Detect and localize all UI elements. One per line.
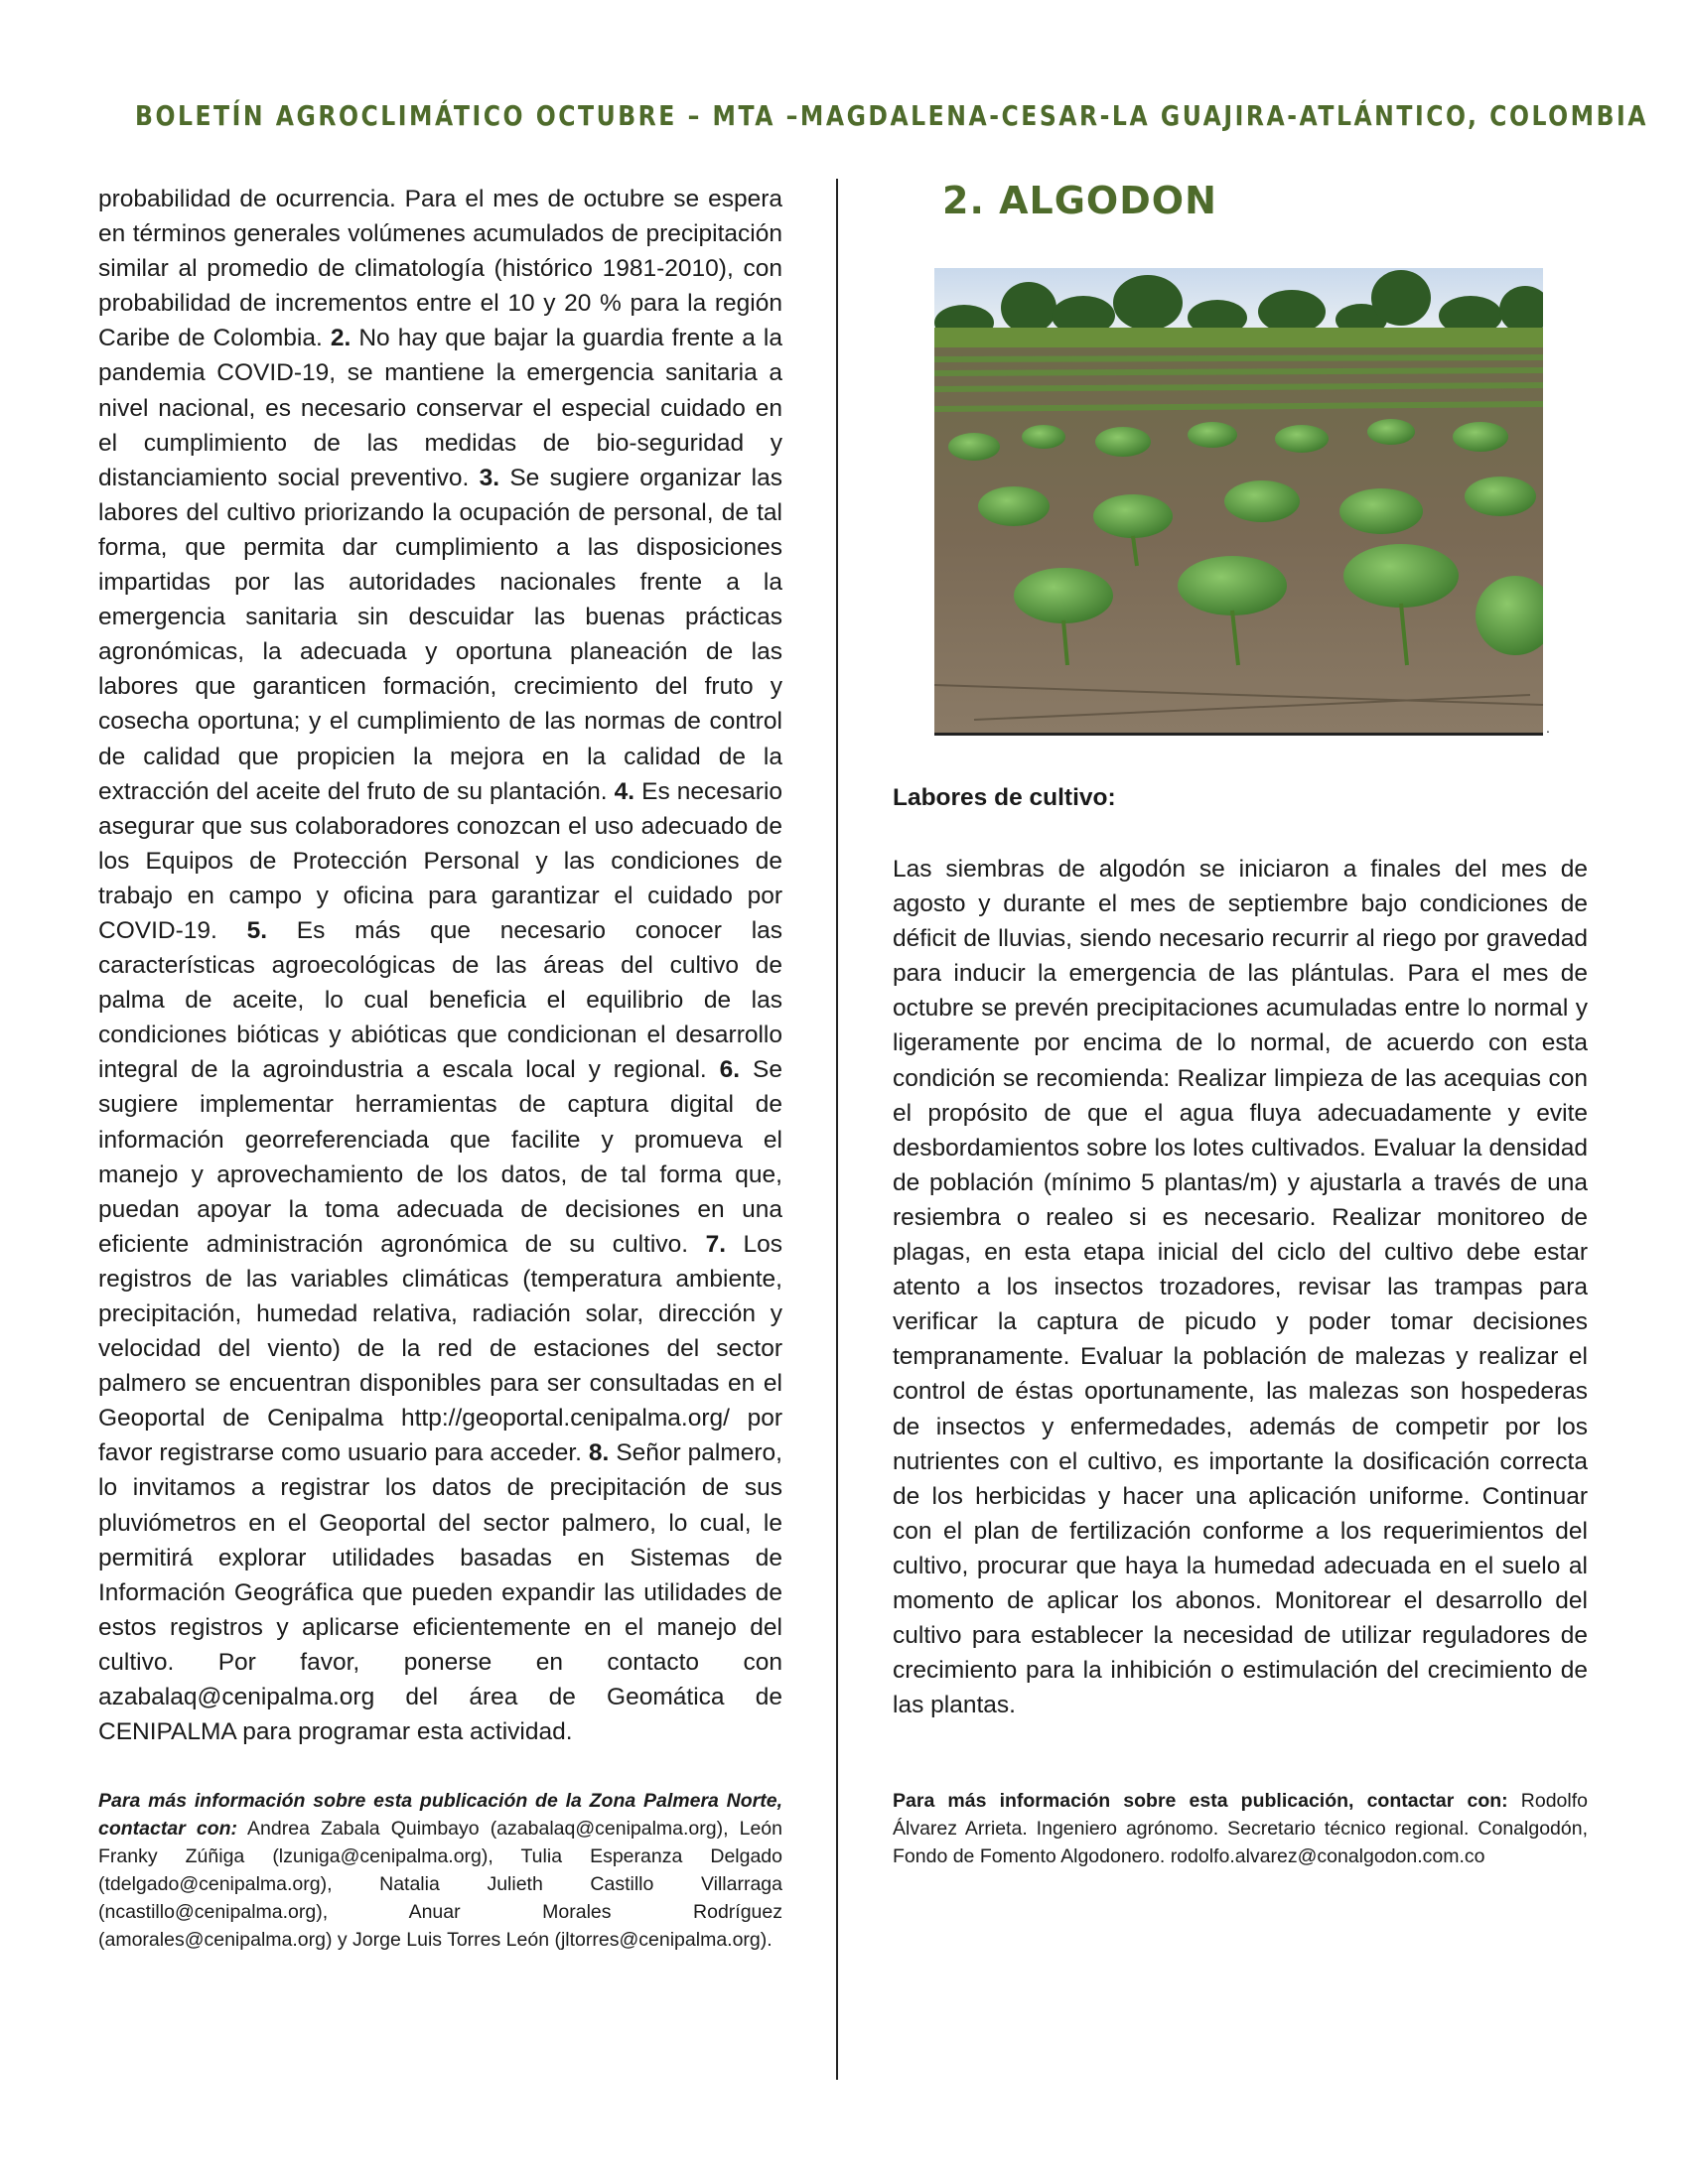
right-body-text: Las siembras de algodón se iniciaron a finales del mes de agosto y durante el mes de septiembre bajo condiciones de déficit de lluvias, siendo necesario recurrir al riego por gravedad para inducir la emergencia de las plántulas. Para el mes de octubre se prevén precipitaciones acumuladas entre lo normal y ligeramente por encima de lo normal, de acuerdo con esta condición se recomienda: Realizar limpieza de las acequias con el propósito de que el agua fluya adecuadamente y evite desbordamientos sobre los lotes cultivados. Evaluar la densidad de población (mínimo 5 plantas/m) y ajustarla a través de una resiembra o realeo si es necesario. Realizar monitoreo de plagas, en esta etapa inicial del ciclo del cultivo debe estar atento a los insectos trozadores, revisar las trampas para verificar la captura de picudo y poder tomar decisiones tempranamente. Evaluar la población de malezas y realizar el control de éstas oportunamente, las malezas son hospederas de insectos y enfermedades, además de competir por los nutrientes con el cultivo, es importante la dosificación correcta de los herbicidas y hacer una aplicación uniforme. Continuar con el plan de fertilización conforme a los requerimientos del cultivo, procurar que haya la humedad adecuada en el suelo al momento de aplicar los abonos. Monitorear el desarrollo del cultivo para establecer la necesidad de utilizar reguladores de crecimiento para la inhibición o estimulación del crecimiento de las plantas. bbox=[893, 856, 1588, 1719]
right-footnote-label: Para más información sobre esta publicación, contactar con: bbox=[893, 1790, 1508, 1812]
right-contact-footnote bbox=[893, 1787, 1588, 1870]
right-footnote-text: Rodolfo Álvarez Arrieta. Ingeniero agrónomo. Secretario técnico regional. Conalgodón, Fondo de Fomento Algodonero. rodolfo.alvarez@conalgodon.com.co bbox=[893, 1790, 1588, 1867]
left-column bbox=[98, 182, 782, 1954]
item-number: 7. bbox=[705, 1230, 726, 1258]
cotton-field-photo bbox=[934, 268, 1543, 736]
item-number: 4. bbox=[614, 777, 635, 805]
cotton-field-image bbox=[934, 268, 1543, 733]
section-title: 2. ALGODON bbox=[942, 179, 1217, 222]
column-divider bbox=[836, 179, 838, 2080]
left-footnote-label: Para más información sobre esta publicación de la Zona Palmera Norte, contactar con: bbox=[98, 1790, 782, 1841]
right-body-wrapper bbox=[893, 852, 1588, 1722]
right-contact-footnote-wrapper bbox=[893, 1787, 1588, 1870]
left-contact-footnote bbox=[98, 1787, 782, 1954]
left-footnote-text: Andrea Zabala Quimbayo (azabalaq@cenipalma.org), León Franky Zúñiga (lzuniga@cenipalma.org), Tulia Esperanza Delgado (tdelgado@cenipalma.org), Natalia Julieth Castillo Villarraga (ncastillo@cenipalma.org), Anuar Morales Rodríguez (amorales@cenipalma.org) y Jorge Luis Torres León (jltorres@cenipalma.org). bbox=[98, 1818, 782, 1952]
item-number: 8. bbox=[588, 1439, 610, 1467]
item-number: 5. bbox=[246, 916, 268, 944]
item-number: 6. bbox=[719, 1056, 741, 1084]
subheading-labores: Labores de cultivo: bbox=[893, 784, 1116, 811]
bulletin-header: BOLETÍN AGROCLIMÁTICO OCTUBRE – MTA –MAGDALENA-CESAR-LA GUAJIRA-ATLÁNTICO, COLOMBIA bbox=[135, 99, 1649, 132]
photo-caption-dot: . bbox=[1546, 720, 1550, 736]
item-number: 2. bbox=[330, 325, 352, 352]
right-column bbox=[893, 179, 1588, 1867]
item-number: 3. bbox=[479, 464, 500, 491]
left-body-text: probabilidad de ocurrencia. Para el mes de octubre se espera en términos generales volúmenes acumulados de precipitación similar al promedio de climatología (histórico 1981-2010), con probabilidad de incrementos entre el 10 y 20 % para la región Caribe de Colombia. 2. No hay que bajar la guardia frente a la pandemia COVID-19, se mantiene la emergencia sanitaria a nivel nacional, es necesario conservar el especial cuidado en el cumplimiento de las medidas de bio-seguridad y distanciamiento social preventivo. 3. Se sugiere organizar las labores del cultivo priorizando la ocupación de personal, de tal forma, que permita dar cumplimiento a las disposiciones impartidas por las autoridades nacionales frente a la emergencia sanitaria sin descuidar las buenas prácticas agronómicas, la adecuada y oportuna planeación de las labores que garanticen formación, crecimiento del fruto y cosecha oportuna; y el cumplimiento de las normas de control de calidad que propicien la mejora en la calidad de la extracción del aceite del fruto de su plantación. 4. Es necesario asegurar que sus colaboradores conozcan el uso adecuado de los Equipos de Protección Personal y las condiciones de trabajo en campo y oficina para garantizar el cuidado por COVID-19. 5. Es más que necesario conocer las características agroecológicas de las áreas del cultivo de palma de aceite, lo cual beneficia el equilibrio de las condiciones bióticas y abióticas que condicionan el desarrollo integral de la agroindustria a escala local y regional. 6. Se sugiere implementar herramientas de captura digital de información georreferenciada que facilite y promueva el manejo y aprovechamiento de los datos, de tal forma que, puedan apoyar la toma adecuada de decisiones en una eficiente administración agronómica de su cultivo. 7. Los registros de las variables climáticas (temperatura ambiente, precipitación, humedad relativa, radiación solar, dirección y velocidad del viento) de la red de estaciones del sector palmero se encuentran disponibles para ser consultadas en el Geoportal de Cenipalma http://geoportal.cenipalma.org/ por favor registrarse como usuario para acceder. 8. Señor palmero, lo invitamos a registrar los datos de precipitación de sus pluviómetros en el Geoportal del sector palmero, lo cual, le permitirá explorar utilidades basadas en Sistemas de Información Geográfica que pueden expandir las utilidades de estos registros y aplicarse eficientemente en el manejo del cultivo. Por favor, ponerse en contacto con azabalaq@cenipalma.org del área de Geomática de CENIPALMA para programar esta actividad. bbox=[98, 186, 783, 1746]
